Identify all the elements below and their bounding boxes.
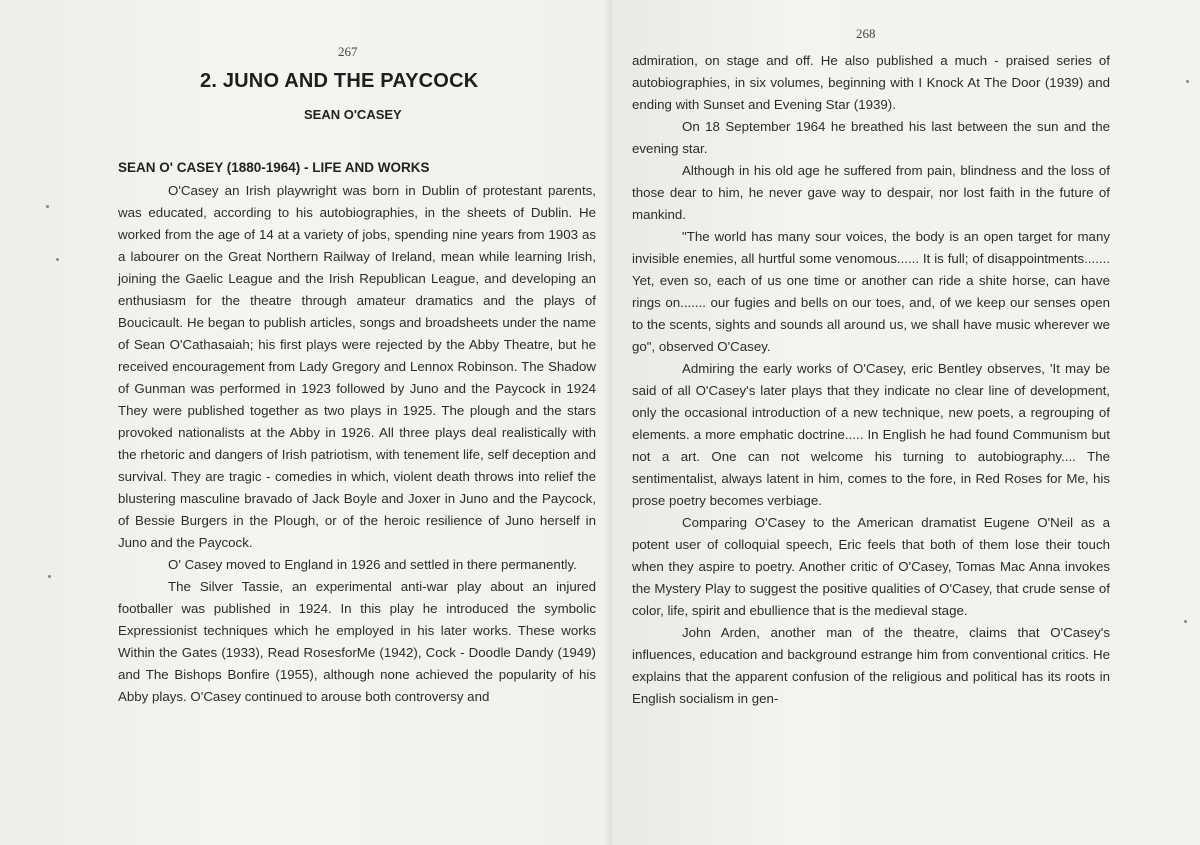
scan-speck: [1184, 620, 1187, 623]
author-name: SEAN O'CASEY: [304, 107, 402, 122]
page-number-right: 268: [856, 26, 876, 41]
section-heading: SEAN O' CASEY (1880-1964) - LIFE AND WORKS: [118, 160, 430, 175]
paragraph: On 18 September 1964 he breathed his last between the sun and the evening star.: [632, 119, 1110, 156]
paragraph: The Silver Tassie, an experimental anti-war play about an injured footballer was published in 1924. In this play he introduced the symbolic Expressionist techniques which he employed in his later works. These works Within the Gates (1933), Read RosesforMe (1942), Cock - Doodle Dandy (1949) and The Bishops Bonfire (1955), although none achieved the popularity of his Abby plays. O'Casey continued to arouse both controversy and: [118, 579, 596, 704]
scan-speck: [1186, 80, 1189, 83]
scan-speck: [46, 205, 49, 208]
paragraph: John Arden, another man of the theatre, claims that O'Casey's influences, education and background estrange him from conventional critics. He explains that the apparent confusion of the religious and political has its roots in English socialism in gen-: [632, 625, 1110, 706]
paragraph: admiration, on stage and off. He also published a much - praised series of autobiographies, in six volumes, beginning with I Knock At The Door (1939) and ending with Sunset and Evening Star (1939).: [632, 53, 1110, 112]
paragraph: Admiring the early works of O'Casey, eric Bentley observes, 'It may be said of all O'Casey's later plays that they indicate no clear line of development, only the occasional introduction of a new technique, new poets, a regrouping of elements. a more emphatic doctrine..... In English he had found Communism but not a art. One can not welcome his turning to autobiography.... The sentimentalist, always latent in him, comes to the fore, in Red Roses for Me, his prose poetry becomes verbiage.: [632, 361, 1110, 508]
paragraph: "The world has many sour voices, the body is an open target for many invisible enemies, all hurtful some venomous...... It is full; of disappointments....... Yet, even so, each of us one time or another can ride a shite horse, can have rings on....... our fugies and bells on our toes, and, of we keep our senses open to the scents, sights and sounds all around us, we shall have music wherever we go", observed O'Casey.: [632, 229, 1110, 354]
left-body-text: [118, 180, 596, 708]
page-number-left: 267: [338, 44, 358, 59]
paragraph: Although in his old age he suffered from pain, blindness and the loss of those dear to him, he never gave way to despair, nor lost faith in the future of mankind.: [632, 163, 1110, 222]
scan-speck: [48, 575, 51, 578]
chapter-title: 2. JUNO AND THE PAYCOCK: [200, 70, 479, 92]
right-page: [612, 0, 1200, 845]
scan-speck: [56, 258, 59, 261]
paragraph: O'Casey an Irish playwright was born in Dublin of protestant parents, was educated, according to his autobiographies, in the sheets of Dublin. He worked from the age of 14 at a variety of jobs, spending nine years from 1903 as a labourer on the Great Northern Railway of Ireland, mean while learning Irish, joining the Gaelic League and the Irish Republican League, and developing an enthusiasm for the theatre through amateur dramatics and the plays of Boucicault. He began to publish articles, songs and broadsheets under the name of Sean O'Cathasaiah; his first plays were rejected by the Abby Theatre, but he received encouragement from Lady Gregory and Lennox Robinson. The Shadow of Gunman was performed in 1923 followed by Juno and the Paycock in 1924 They were published together as two plays in 1925. The plough and the stars provoked nationalists at the Abby in 1926. All three plays deal realistically with the rhetoric and dangers of Irish patriotism, with tenement life, self deception and survival. They are tragic - comedies in which, violent death throws into relief the blustering masculine bravado of Jack Boyle and Joxer in Juno and the Paycock, of Bessie Burgers in the Plough, or of the heroic resilience of Juno herself in Juno and the Paycock.: [118, 183, 596, 550]
paragraph: O' Casey moved to England in 1926 and settled in there permanently.: [168, 557, 577, 572]
right-body-text: [632, 50, 1110, 710]
paragraph: Comparing O'Casey to the American dramatist Eugene O'Neil as a potent user of colloquial speech, Eric feels that both of them lose their touch when they aspire to poetry. Another critic of O'Casey, Tomas Mac Anna invokes the Mystery Play to suggest the positive qualities of O'Casey, that crude sense of color, life, spirit and ebullience that is the medieval stage.: [632, 515, 1110, 618]
